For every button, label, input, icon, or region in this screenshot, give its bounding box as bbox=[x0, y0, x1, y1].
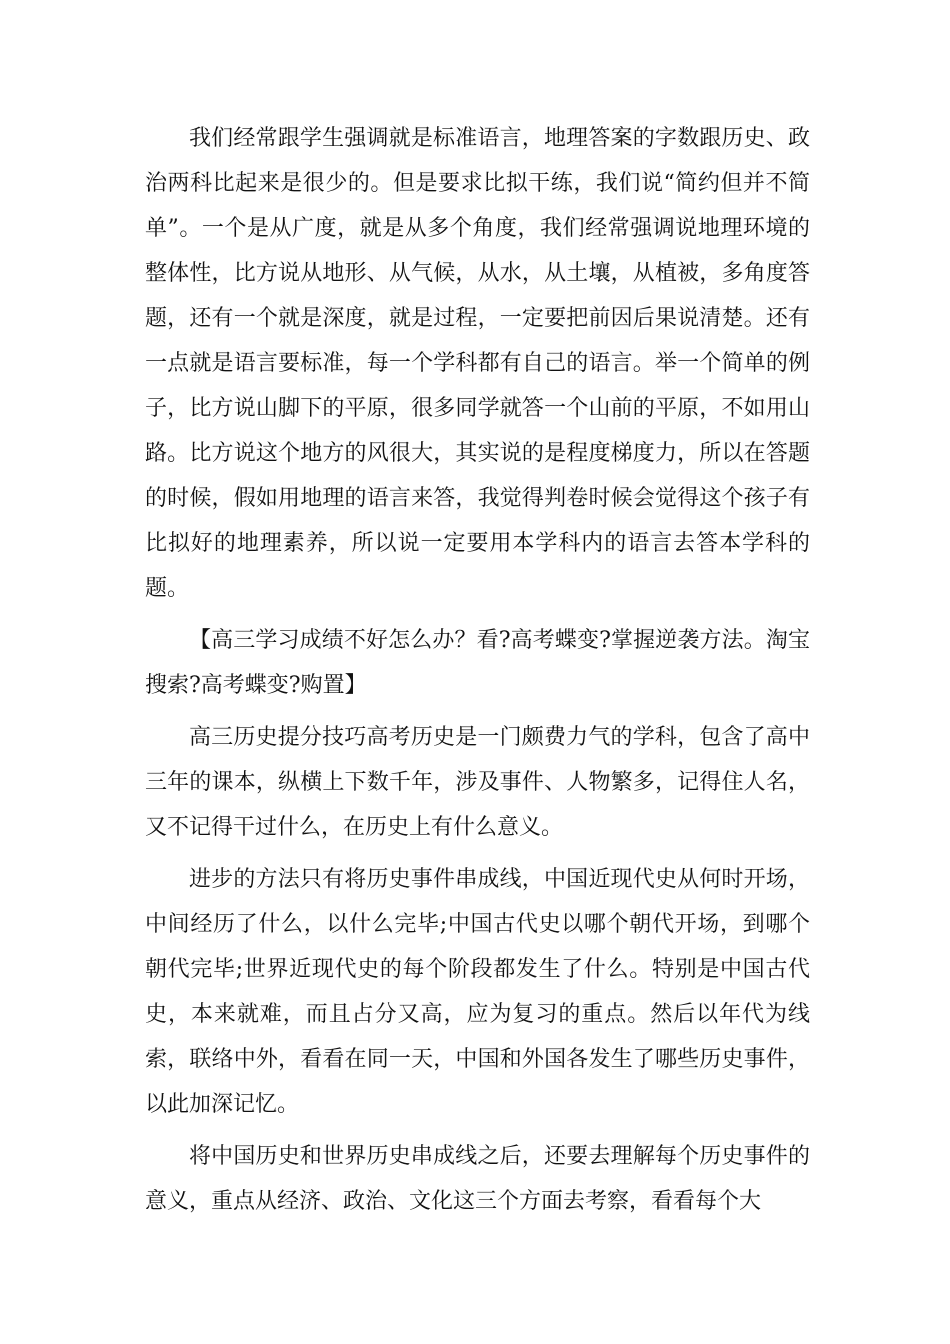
document-body bbox=[145, 116, 810, 1224]
paragraph-event-significance: 将中国历史和世界历史串成线之后，还要去理解每个历史事件的意义，重点从经济、政治、文化这三个方面去考察，看看每个大 bbox=[145, 1144, 810, 1214]
paragraph-history-tips: 高三历史提分技巧高考历史是一门颇费力气的学科，包含了高中三年的课本，纵横上下数千年，涉及事件、人物繁多，记得住人名，又不记得干过什么，在历史上有什么意义。 bbox=[145, 725, 810, 840]
paragraph-timeline-method: 进步的方法只有将历史事件串成线，中国近现代史从何时开场，中间经历了什么，以什么完毕;中国古代史以哪个朝代开场，到哪个朝代完毕;世界近现代史的每个阶段都发生了什么。特别是中国古代史，本来就难，而且占分又高，应为复习的重点。然后以年代为线索，联络中外，看看在同一天，中国和外国各发生了哪些历史事件，以此加深记忆。 bbox=[145, 867, 810, 1117]
paragraph-advertisement: 【高三学习成绩不好怎么办？看?高考蝶变?掌握逆袭方法。淘宝搜索?高考蝶变?购置】 bbox=[145, 628, 810, 698]
paragraph-language-standard: 我们经常跟学生强调就是标准语言，地理答案的字数跟历史、政治两科比起来是很少的。但是要求比拟干练，我们说“简约但并不简单”。一个是从广度，就是从多个角度，我们经常强调说地理环境的整体性，比方说从地形、从气候，从水，从土壤，从植被，多角度答题，还有一个就是深度，就是过程，一定要把前因后果说清楚。还有一点就是语言要标准，每一个学科都有自己的语言。举一个简单的例子，比方说山脚下的平原，很多同学就答一个山前的平原，不如用山路。比方说这个地方的风很大，其实说的是程度梯度力，所以在答题的时候，假如用地理的语言来答，我觉得判卷时候会觉得这个孩子有比拟好的地理素养，所以说一定要用本学科内的语言去答本学科的题。 bbox=[145, 126, 810, 601]
